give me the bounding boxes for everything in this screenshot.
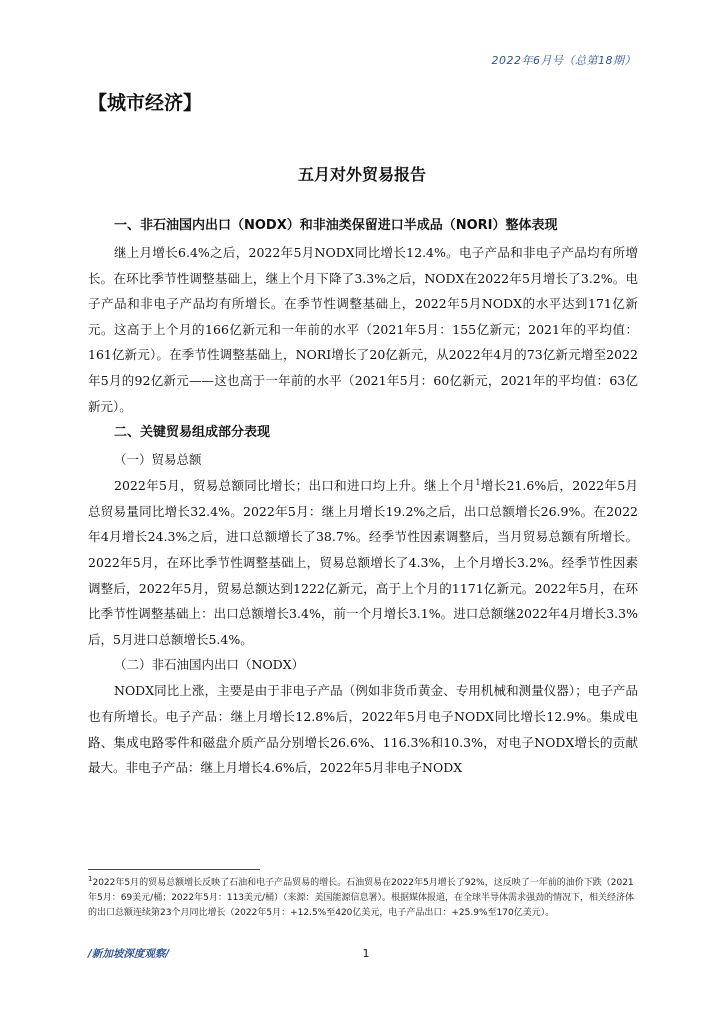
paragraph-total-trade bbox=[88, 473, 638, 652]
footnote-divider bbox=[88, 869, 260, 870]
paragraph-total-trade-part2: 增长21.6%后，2022年5月总贸易量同比增长32.4%。2022年5月：继上月增长19.2%之后，出口总额增长26.9%。在2022年4月增长24.3%之后，进口总额增长了38.7%。经季节性因素调整后，当月贸易总额有所增长。2022年5月，在环比季节性调整基础上，贸易总额增长了4.3%，上个月增长3.2%。经季节性因素调整后，2022年5月，贸易总额达到1222亿新元，高于上个月的1171亿新元。2022年5月，在环比季节性调整基础上：出口总额增长3.4%，前一个月增长3.1%。进口总额继2022年4月增长3.3%后，5月进口总额增长5.4%。 bbox=[88, 478, 638, 647]
article-body bbox=[88, 212, 638, 781]
section-heading-1: 一、非石油国内出口（NODX）和非油类保留进口半成品（NORI）整体表现 bbox=[114, 218, 558, 233]
section-tag: 【城市经济】 bbox=[88, 92, 203, 114]
subsection-heading-nodx: （二）非石油国内出口（NODX） bbox=[114, 657, 305, 673]
footnote bbox=[88, 876, 640, 921]
page-title: 五月对外贸易报告 bbox=[297, 165, 426, 184]
paragraph-total-trade-part1: 2022年5月，贸易总额同比增长；出口和进口均上升。继上个月 bbox=[114, 478, 476, 494]
page-number: 1 bbox=[362, 947, 370, 960]
subsection-heading-total-trade: （一）贸易总额 bbox=[114, 452, 202, 468]
footnote-ref[interactable]: 1 bbox=[475, 478, 481, 487]
paragraph-nodx-detail: NODX同比上涨，主要是由于非电子产品（例如非货币黄金、专用机械和测量仪器）；电子产品也有所增长。电子产品：继上月增长12.8%后，2022年5月电子NODX同比增长12.9%。集成电路、集成电路零件和磁盘介质产品分别增长26.6%、116.3%和10.3%，对电子NODX增长的贡献最大。非电子产品：继上月增长4.6%后，2022年5月非电子NODX bbox=[88, 683, 638, 776]
footnote-marker: 1 bbox=[88, 875, 93, 883]
publication-name: /新加坡深度观察/ bbox=[88, 948, 170, 960]
issue-header: 2022年6月号（总第18期） bbox=[491, 54, 636, 67]
footnote-text: 2022年5月的贸易总额增长反映了石油和电子产品贸易的增长。石油贸易在2022年5月增长了92%，这反映了一年前的油价下跌（2021年5月：69美元/桶；2022年5月：113美元/桶）（来源：美国能源信息署）。根据媒体报道，在全球半导体需求强劲的情况下，相关经济体的出口总额连续第23个月同比增长（2022年5月：+12.5%至420亿美元，电子产品出口：+25.9%至170亿美元）。 bbox=[88, 878, 635, 918]
paragraph-nodx-overview: 继上月增长6.4%之后，2022年5月NODX同比增长12.4%。电子产品和非电子产品均有所增长。在环比季节性调整基础上，继上个月下降了3.3%之后，NODX在2022年5月增长了3.2%。电子产品和非电子产品均有所增长。在季节性调整基础上，2022年5月NODX的水平达到171亿新元。这高于上个月的166亿新元和一年前的水平（2021年5月：155亿新元；2021年的平均值：161亿新元）。在季节性调整基础上，NORI增长了20亿新元，从2022年4月的73亿新元增至2022年5月的92亿新元——这也高于一年前的水平（2021年5月：60亿新元，2021年的平均值：63亿新元）。 bbox=[88, 245, 638, 414]
section-heading-2: 二、关键贸易组成部分表现 bbox=[114, 425, 271, 441]
